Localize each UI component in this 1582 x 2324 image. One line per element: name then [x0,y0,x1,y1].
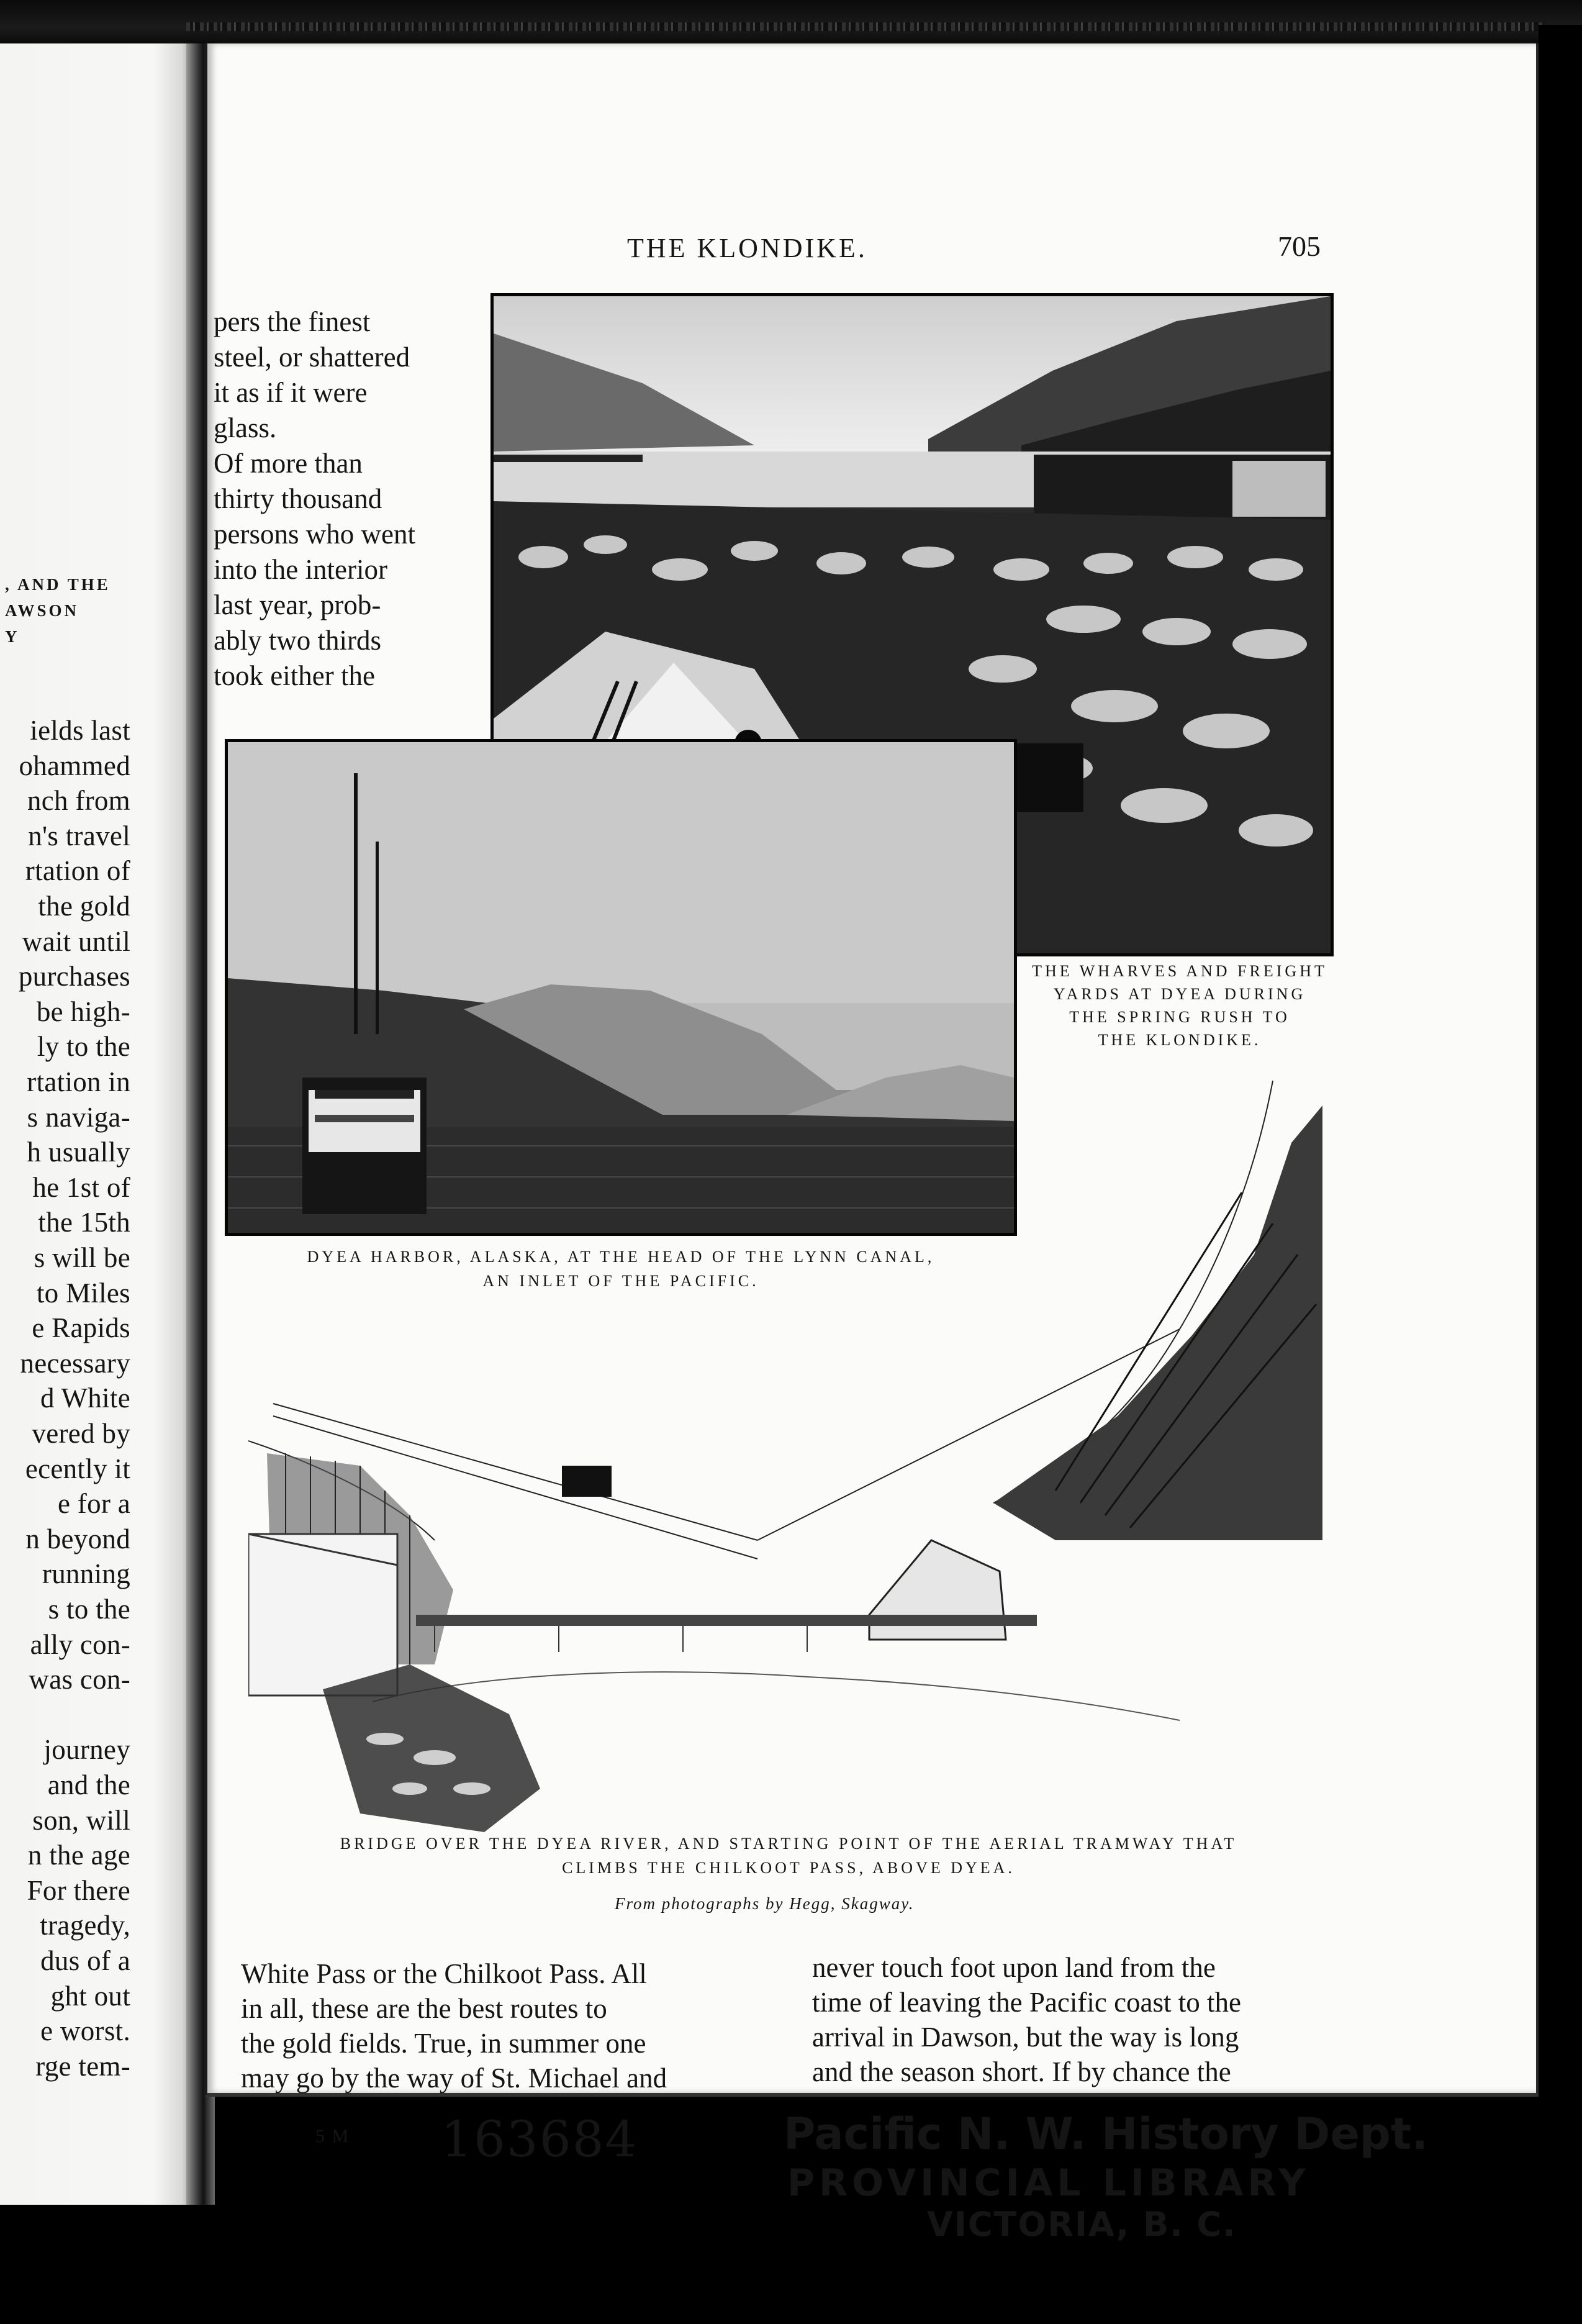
facing-page-text-line: ields last [30,715,130,746]
facing-page-text-line: and the [47,1769,130,1800]
text-column-line: persons who went [214,519,415,550]
photo-credit: From photographs by Hegg, Skagway. [615,1894,915,1913]
facing-page-text-line: journey [43,1734,130,1766]
library-stamp-line: PROVINCIAL LIBRARY [787,2161,1310,2205]
facing-page-text-line: running [42,1558,130,1590]
facing-page-text-line: purchases [18,961,130,992]
text-column-line: glass. [214,412,277,443]
text-column-line: ably two thirds [214,625,381,656]
accession-number: 163684 [441,2110,638,2168]
scan-top-edge [0,0,1582,50]
facing-page-text-line: s to the [48,1594,130,1625]
text-column-line: steel, or shattered [214,342,410,373]
facing-page-text-line: was con- [29,1664,130,1695]
facing-page-text-line: e worst. [40,2015,130,2047]
facing-page-text-line: rtation of [25,855,130,887]
facing-page-text-line: ohammed [19,750,130,781]
text-column-line: took either the [214,660,375,691]
facing-caption-line: AWSON [5,601,79,620]
library-stamp-line: Pacific N. W. History Dept. [784,2108,1428,2159]
text-column-line: pers the finest [214,306,371,337]
facing-page-text-line: e for a [57,1488,130,1520]
facing-page-text-line: n's travel [28,820,130,851]
harbor-caption-line: DYEA HARBOR, ALASKA, AT THE HEAD OF THE LYNN CANAL, [307,1248,935,1266]
facing-page-text-line: son, will [32,1804,130,1836]
facing-page-text-line: s will be [34,1242,130,1273]
wharves-caption-line: THE SPRING RUSH TO [1069,1008,1290,1026]
facing-page-text-line: rtation in [27,1066,130,1097]
facing-page-text-line: the gold [38,891,130,922]
bottom-text-right-line: arrival in Dawson, but the way is long [812,2022,1239,2053]
facing-page-text-line: ecently it [25,1453,130,1484]
facing-page-text-line: s naviga- [27,1101,130,1133]
facing-page-text-line: For there [27,1874,130,1906]
facing-page-text-line: to Miles [36,1277,130,1309]
bottom-text-left-line: in all, these are the best routes to [241,1993,607,2024]
facing-page-text-line: wait until [22,925,130,957]
facing-page-text-line: rge tem- [35,2050,130,2082]
facing-page-text-line: n the age [27,1840,130,1871]
wharves-caption-line: YARDS AT DYEA DURING [1053,985,1306,1003]
harbor-caption-line: AN INLET OF THE PACIFIC. [482,1272,759,1290]
text-column-line: Of more than [214,448,363,479]
facing-page-text-line: vered by [32,1418,130,1449]
wharves-caption-line: THE KLONDIKE. [1098,1031,1262,1049]
facing-page-text-line: nch from [27,785,130,817]
facing-page-text-line: ly to the [37,1031,130,1063]
bottom-text-right-line: never touch foot upon land from the [812,1952,1216,1983]
facing-page-text-line: he 1st of [32,1171,130,1203]
bottom-text-right-line: time of leaving the Pacific coast to the [812,1987,1242,2018]
facing-page-text-line: ght out [50,1980,130,2012]
scan-right-edge [1539,25,1582,2324]
facing-page-text-line: tragedy, [40,1910,130,1941]
text-column-line: into the interior [214,554,387,585]
facing-page-text-line: dus of a [40,1945,130,1976]
bridge-caption-line: BRIDGE OVER THE DYEA RIVER, AND STARTING POINT OF THE AERIAL TRAMWAY THAT [340,1835,1237,1853]
text-column-line: it as if it were [214,377,368,408]
facing-page-text-line: h usually [27,1137,130,1168]
bottom-text-left-line: may go by the way of St. Michael and [241,2063,667,2094]
bridge-tramway-illustration [248,1068,1322,1851]
page-number: 705 [1278,230,1321,262]
bottom-text-left-line: White Pass or the Chilkoot Pass. All [241,1958,647,1989]
facing-caption-line: Y [5,627,20,646]
bottom-text-right-line: and the season short. If by chance the [812,2056,1231,2087]
facing-page-text-line: be high- [36,996,130,1027]
facing-caption-line: , AND THE [5,575,111,594]
facing-page-text-line: n beyond [25,1523,130,1555]
wharves-caption-line: THE WHARVES AND FREIGHT [1032,962,1327,980]
facing-page-text-line: d White [40,1382,130,1414]
facing-page-text-line: e Rapids [32,1312,130,1344]
text-column-line: last year, prob- [214,589,381,620]
facing-page-text-line: the 15th [38,1207,130,1238]
stamp-prefix: 5 M [315,2126,350,2146]
bridge-caption-line: CLIMBS THE CHILKOOT PASS, ABOVE DYEA. [562,1859,1015,1877]
facing-page-text-line: ally con- [30,1628,130,1660]
library-stamp-line: VICTORIA, B. C. [927,2205,1237,2244]
facing-page-text-line: necessary [20,1347,130,1379]
bottom-text-left-line: the gold fields. True, in summer one [241,2028,646,2059]
text-column-line: thirty thousand [214,483,382,514]
running-head: THE KLONDIKE. [627,233,867,263]
